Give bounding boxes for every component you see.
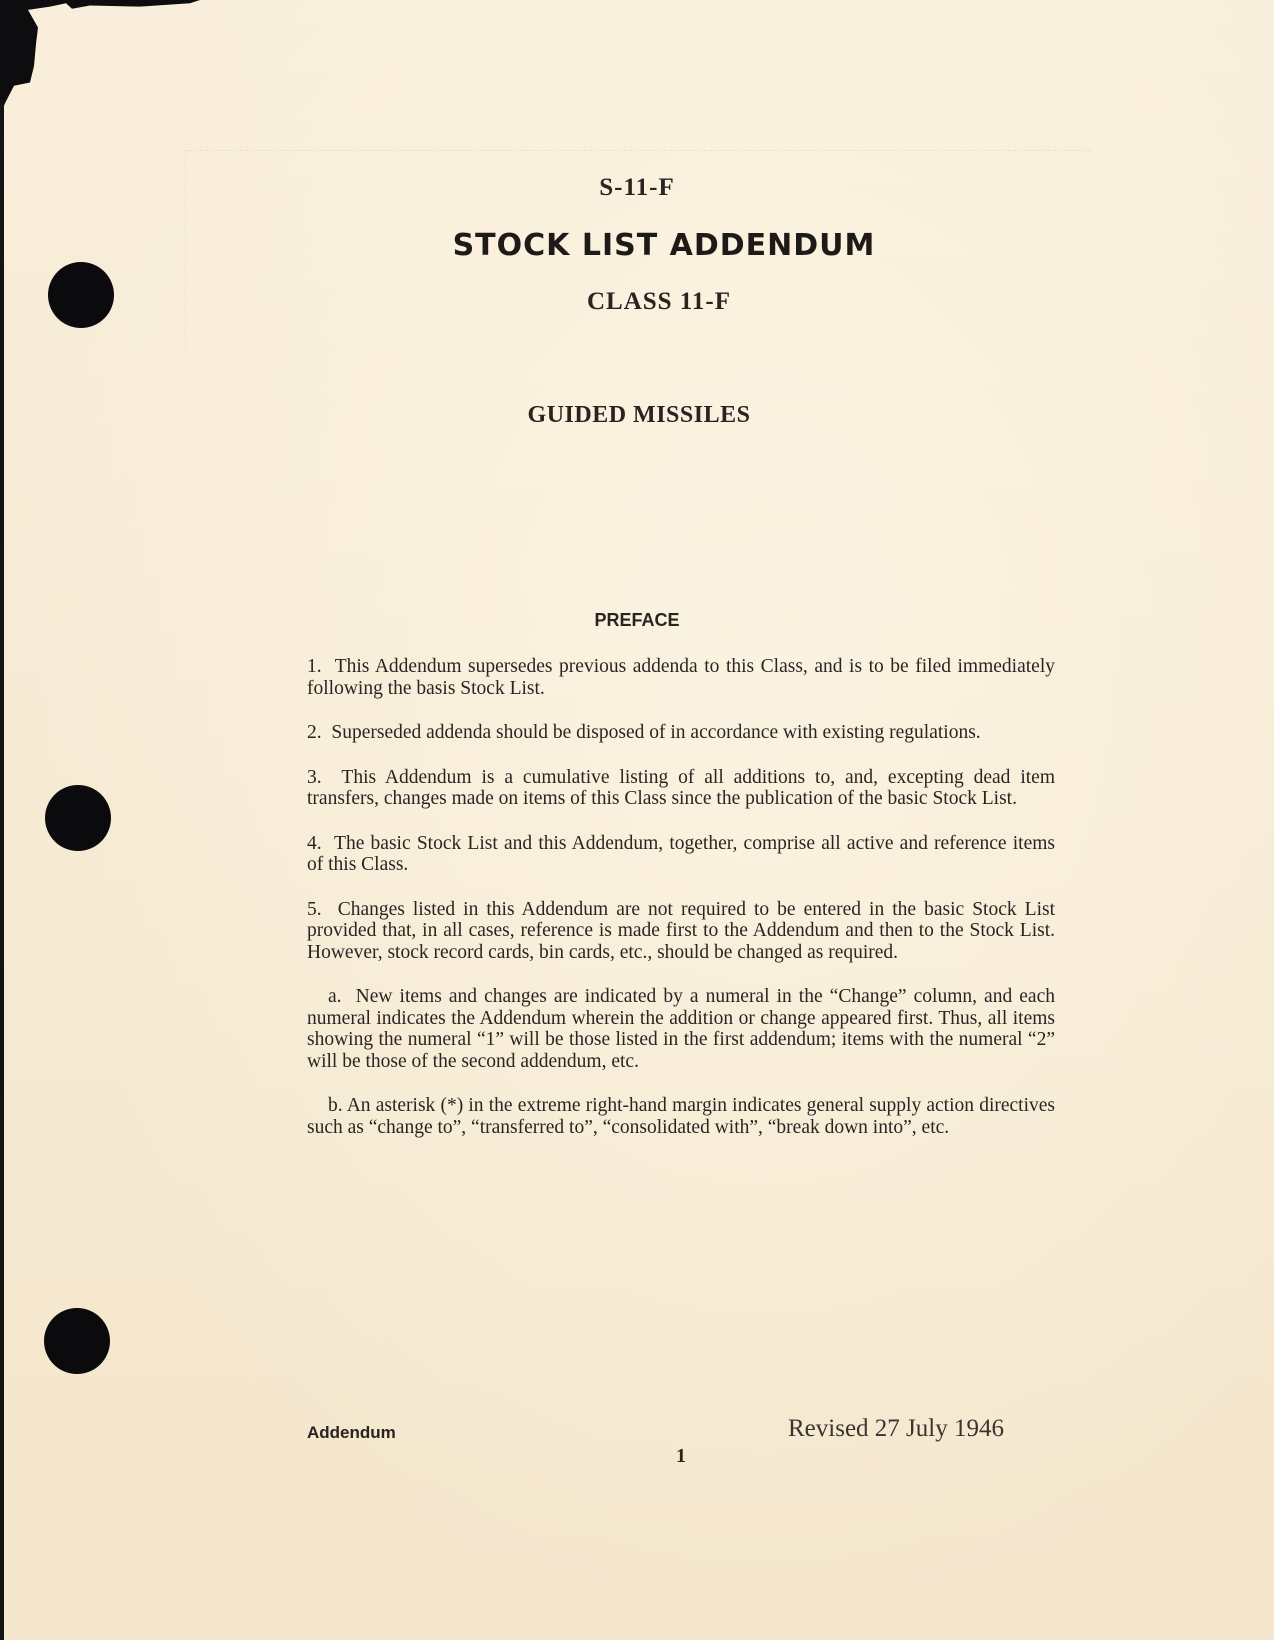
page-number: 1 <box>676 1445 686 1467</box>
document-subject: GUIDED MISSILES <box>527 402 751 428</box>
punch-hole-middle <box>45 785 111 851</box>
preface-body <box>307 656 1055 1161</box>
preface-subparagraph-a: a. New items and changes are indicated by a numeral in the “Change” column, and each numeral indicates the Addendum wherein the addition or change appeared first. Thus, all items showing the numeral “1” will be those listed in the first addendum; items with the numeral “2” will be those of the second addendum, etc. <box>307 986 1055 1072</box>
punch-hole-bottom <box>44 1308 110 1374</box>
footer-label: Addendum <box>307 1423 396 1442</box>
preface-heading: PREFACE <box>594 610 680 630</box>
preface-subparagraph-b: b. An asterisk (*) in the extreme right-hand margin indicates general supply action directives such as “change to”, “transferred to”, “consolidated with”, “break down into”, etc. <box>307 1095 1055 1138</box>
document-code: S-11-F <box>599 174 675 201</box>
preface-paragraph-3: 3. This Addendum is a cumulative listing of all additions to, and, excepting dead item transfers, changes made on items of this Class since the publication of the basic Stock List. <box>307 766 1055 809</box>
preface-paragraph-4: 4. The basic Stock List and this Addendum, together, comprise all active and reference items of this Class. <box>307 832 1055 875</box>
document-title: STOCK LIST ADDENDUM <box>452 228 876 263</box>
page-edge-shadow <box>0 100 4 1640</box>
preface-paragraph-2: 2. Superseded addenda should be disposed of in accordance with existing regulations. <box>307 722 981 743</box>
torn-corner <box>0 0 200 110</box>
preface-paragraph-1: 1. This Addendum supersedes previous addenda to this Class, and is to be filed immediately following the basis Stock List. <box>307 656 1055 699</box>
document-class: CLASS 11-F <box>586 288 732 315</box>
preface-paragraph-5: 5. Changes listed in this Addendum are not required to be entered in the basic Stock List provided that, in all cases, reference is made first to the Addendum and then to the Stock List. However, stock record cards, bin cards, etc., should be changed as required. <box>307 898 1055 963</box>
revision-date: Revised 27 July 1946 <box>788 1415 1004 1442</box>
